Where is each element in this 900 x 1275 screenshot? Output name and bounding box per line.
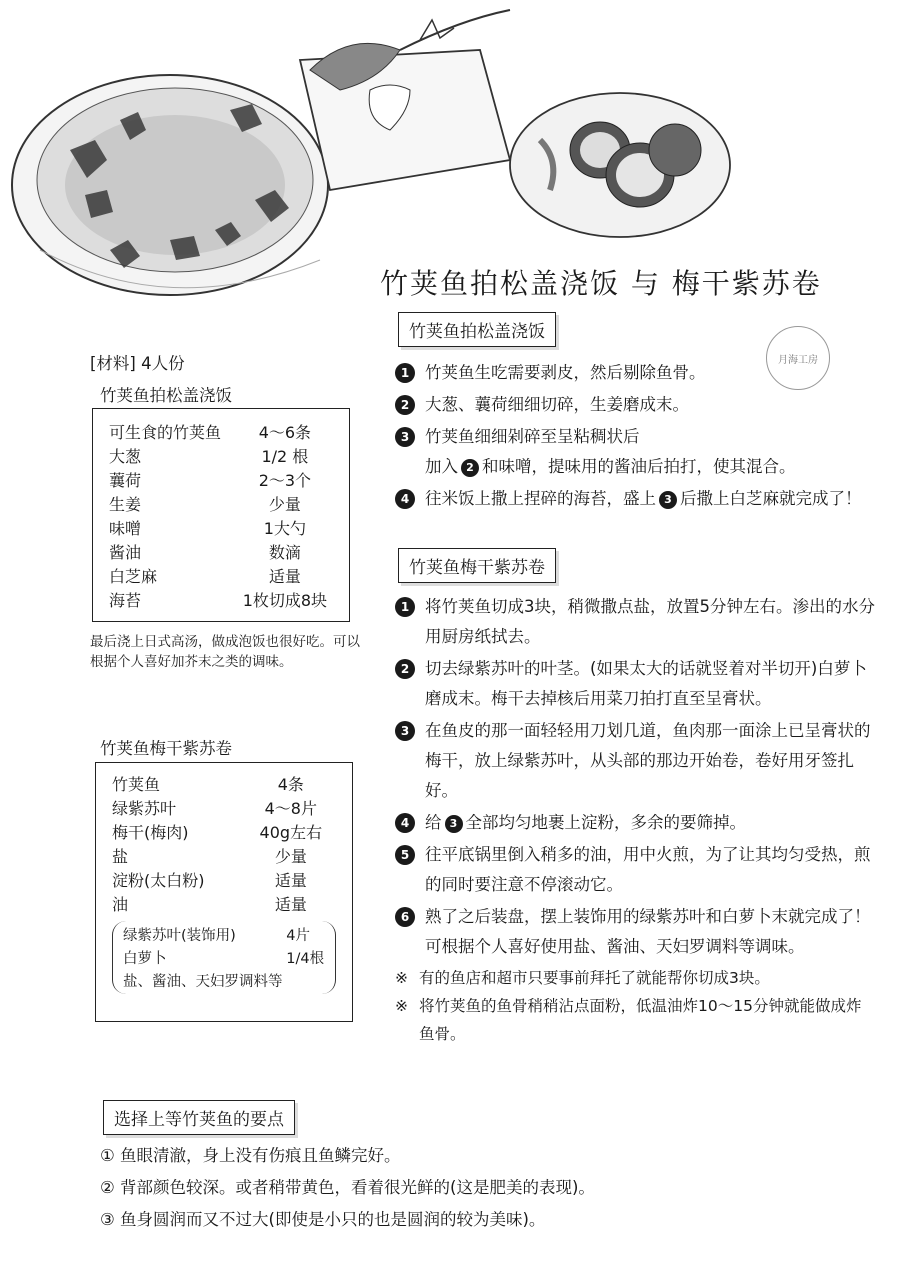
step-text-part: 和味噌，提味用的酱油后拍打，使其混合。 <box>482 457 796 476</box>
ingredient-amount: 2～3个 <box>258 470 312 490</box>
ingredient-row <box>109 491 333 515</box>
dish2-step <box>395 716 875 806</box>
ingredient-amount: 40g左右 <box>259 822 323 842</box>
ingredient-row <box>109 419 333 443</box>
ingredient-row <box>112 771 336 795</box>
ingredient-name: 淀粉(太白粉) <box>112 870 205 890</box>
ingredient-name: 味噌 <box>109 518 142 538</box>
ingredient-name: 盐 <box>112 846 129 866</box>
step-text: 往平底锅里倒入稍多的油，用中火煎，为了让其均匀受热，煎的同时要注意不停滚动它。 <box>425 845 871 894</box>
rolls-plate-drawing <box>510 93 730 237</box>
dish2-steps <box>395 592 875 1048</box>
dish1-step <box>395 422 875 482</box>
step-text <box>425 484 875 514</box>
materials-header: [材料] 4人份 <box>90 354 185 373</box>
ingredient-row <box>109 539 333 563</box>
ingredient-name: 酱油 <box>109 542 142 562</box>
step-reference: 3 <box>659 491 677 509</box>
ingredient-row <box>112 843 336 867</box>
main-title: 竹荚鱼拍松盖浇饭 与 梅干紫苏卷 <box>380 267 822 300</box>
ingredient-amount: 适量 <box>274 870 307 890</box>
dish1-ingredients-box <box>92 408 350 622</box>
dish2-ingredients-title: 竹荚鱼梅干紫苏卷 <box>100 739 232 758</box>
ingredient-amount: 数滴 <box>268 542 301 562</box>
ingredient-name: 白萝卜 <box>123 951 167 967</box>
ingredient-name: 蘘荷 <box>109 470 142 490</box>
step-text <box>425 422 875 482</box>
ingredient-amount: 4条 <box>277 774 304 794</box>
step-text-part: 后撒上白芝麻就完成了！ <box>680 489 862 508</box>
dish1-steps <box>395 358 875 516</box>
ingredient-amount: 1/4根 <box>286 951 325 967</box>
dish2-step <box>395 840 875 900</box>
step-number: 5 <box>395 845 415 865</box>
note-mark: ※ <box>395 969 408 987</box>
ingredient-amount <box>286 969 325 992</box>
garnish-row <box>123 923 325 946</box>
ingredient-name: 可生食的竹荚鱼 <box>109 422 222 442</box>
dish1-step <box>395 358 875 388</box>
ingredient-name: 油 <box>112 894 129 914</box>
dish2-step <box>395 592 875 652</box>
step-text: 切去绿紫苏叶的叶茎。(如果太大的话就竖着对半切开)白萝卜磨成末。梅干去掉核后用菜刀拍打直至呈膏状。 <box>425 659 867 708</box>
ingredient-row <box>112 891 336 915</box>
ingredient-name: 梅干(梅肉) <box>112 822 189 842</box>
ingredient-amount: 4～8片 <box>264 798 317 818</box>
dish2-step <box>395 808 875 838</box>
ingredient-amount: 4片 <box>286 928 310 944</box>
step-number: 3 <box>395 427 415 447</box>
ingredient-name: 白芝麻 <box>109 566 158 586</box>
ingredient-amount: 4～6条 <box>258 422 312 442</box>
ingredient-row <box>109 587 333 611</box>
garnish-row <box>123 969 325 992</box>
dish1-step <box>395 390 875 420</box>
ingredient-amount: 适量 <box>268 566 301 586</box>
step-number: 1 <box>395 597 415 617</box>
ingredient-row <box>109 515 333 539</box>
step-number: 4 <box>395 813 415 833</box>
dish1-note: 最后浇上日式高汤，做成泡饭也很好吃。可以根据个人喜好加芥末之类的调味。 <box>90 634 360 670</box>
garnish-bracket <box>112 921 336 994</box>
step-text-part: 往米饭上撒上捏碎的海苔，盛上 <box>425 489 656 508</box>
tip-item: ① 鱼眼清澈，身上没有伤痕且鱼鳞完好。 <box>100 1146 401 1165</box>
step-number: 4 <box>395 489 415 509</box>
ingredient-name: 竹荚鱼 <box>112 774 161 794</box>
tips-section-label: 选择上等竹荚鱼的要点 <box>103 1100 295 1135</box>
step-number: 2 <box>395 659 415 679</box>
ingredient-amount: 1枚切成8块 <box>242 590 328 610</box>
step-text: 竹荚鱼生吃需要剥皮，然后剔除鱼骨。 <box>425 363 706 382</box>
ingredient-row <box>109 443 333 467</box>
step-number: 3 <box>395 721 415 741</box>
ingredient-row <box>112 819 336 843</box>
ingredient-row <box>112 795 336 819</box>
tips-list <box>100 1140 860 1236</box>
ingredient-amount: 1大勺 <box>263 518 306 538</box>
ingredient-name: 绿紫苏叶(装饰用) <box>123 928 236 944</box>
dish2-note <box>395 992 875 1048</box>
ingredient-name: 生姜 <box>109 494 142 514</box>
ingredient-name: 盐、酱油、天妇罗调料等 <box>123 974 283 990</box>
ingredient-row <box>109 467 333 491</box>
ingredient-name: 大葱 <box>109 446 142 466</box>
dish2-ingredients-box <box>95 762 353 1022</box>
note-mark: ※ <box>395 997 408 1015</box>
dish1-section-label: 竹荚鱼拍松盖浇饭 <box>398 312 556 347</box>
step-text: 将竹荚鱼切成3块，稍微撒点盐，放置5分钟左右。渗出的水分用厨房纸拭去。 <box>425 597 875 646</box>
dish2-step <box>395 902 875 962</box>
dish2-note <box>395 964 875 992</box>
step-number: 1 <box>395 363 415 383</box>
fish-plate-drawing <box>300 10 510 190</box>
step-text-part: 给 <box>425 813 442 832</box>
ingredient-amount: 1/2 根 <box>261 446 309 466</box>
dish1-ingredients-title: 竹荚鱼拍松盖浇饭 <box>100 386 232 405</box>
step-text: 熟了之后装盘，摆上装饰用的绿紫苏叶和白萝卜末就完成了！ 可根据个人喜好使用盐、酱油、天妇罗调料等调味。 <box>425 907 871 956</box>
step-number: 6 <box>395 907 415 927</box>
step-text-part: 全部均匀地裹上淀粉，多余的要筛掉。 <box>465 813 746 832</box>
step-reference: 2 <box>461 459 479 477</box>
step-text <box>425 808 875 838</box>
note-text: 有的鱼店和超市只要事前拜托了就能帮你切成3块。 <box>419 969 770 987</box>
garnish-table <box>123 923 325 992</box>
dish2-ingredients-table <box>112 771 336 915</box>
step-text: 大葱、蘘荷细细切碎，生姜磨成末。 <box>425 395 689 414</box>
tip-item: ③ 鱼身圆润而又不过大(即使是小只的也是圆润的较为美味)。 <box>100 1210 546 1229</box>
step-number: 2 <box>395 395 415 415</box>
dish-illustration <box>0 0 900 300</box>
ingredient-row <box>109 563 333 587</box>
ingredient-amount: 少量 <box>274 846 307 866</box>
stamp-text: 月海工房 <box>778 354 818 366</box>
dish1-ingredients-table <box>109 419 333 611</box>
ingredient-amount: 适量 <box>274 894 307 914</box>
garnish-row <box>123 946 325 969</box>
note-text: 将竹荚鱼的鱼骨稍稍沾点面粉，低温油炸10～15分钟就能做成炸鱼骨。 <box>419 997 862 1043</box>
step-text: 在鱼皮的那一面轻轻用刀划几道，鱼肉那一面涂上已呈膏状的梅干，放上绿紫苏叶，从头部的那边开始卷，卷好用牙签扎好。 <box>425 721 871 800</box>
ingredient-row <box>112 867 336 891</box>
ingredient-name: 海苔 <box>109 590 142 610</box>
dish2-section-label: 竹荚鱼梅干紫苏卷 <box>398 548 556 583</box>
dish1-step <box>395 484 875 514</box>
step-reference: 3 <box>445 815 463 833</box>
ingredient-name: 绿紫苏叶 <box>112 798 177 818</box>
step-text-part: 竹荚鱼细细剁碎至呈粘稠状后 <box>425 427 640 446</box>
rice-bowl-drawing <box>12 75 328 295</box>
ingredient-amount: 少量 <box>268 494 301 514</box>
dish2-step <box>395 654 875 714</box>
step-text-part: 加入 <box>425 457 458 476</box>
tip-item: ② 背部颜色较深。或者稍带黄色，看着很光鲜的(这是肥美的表现)。 <box>100 1178 595 1197</box>
